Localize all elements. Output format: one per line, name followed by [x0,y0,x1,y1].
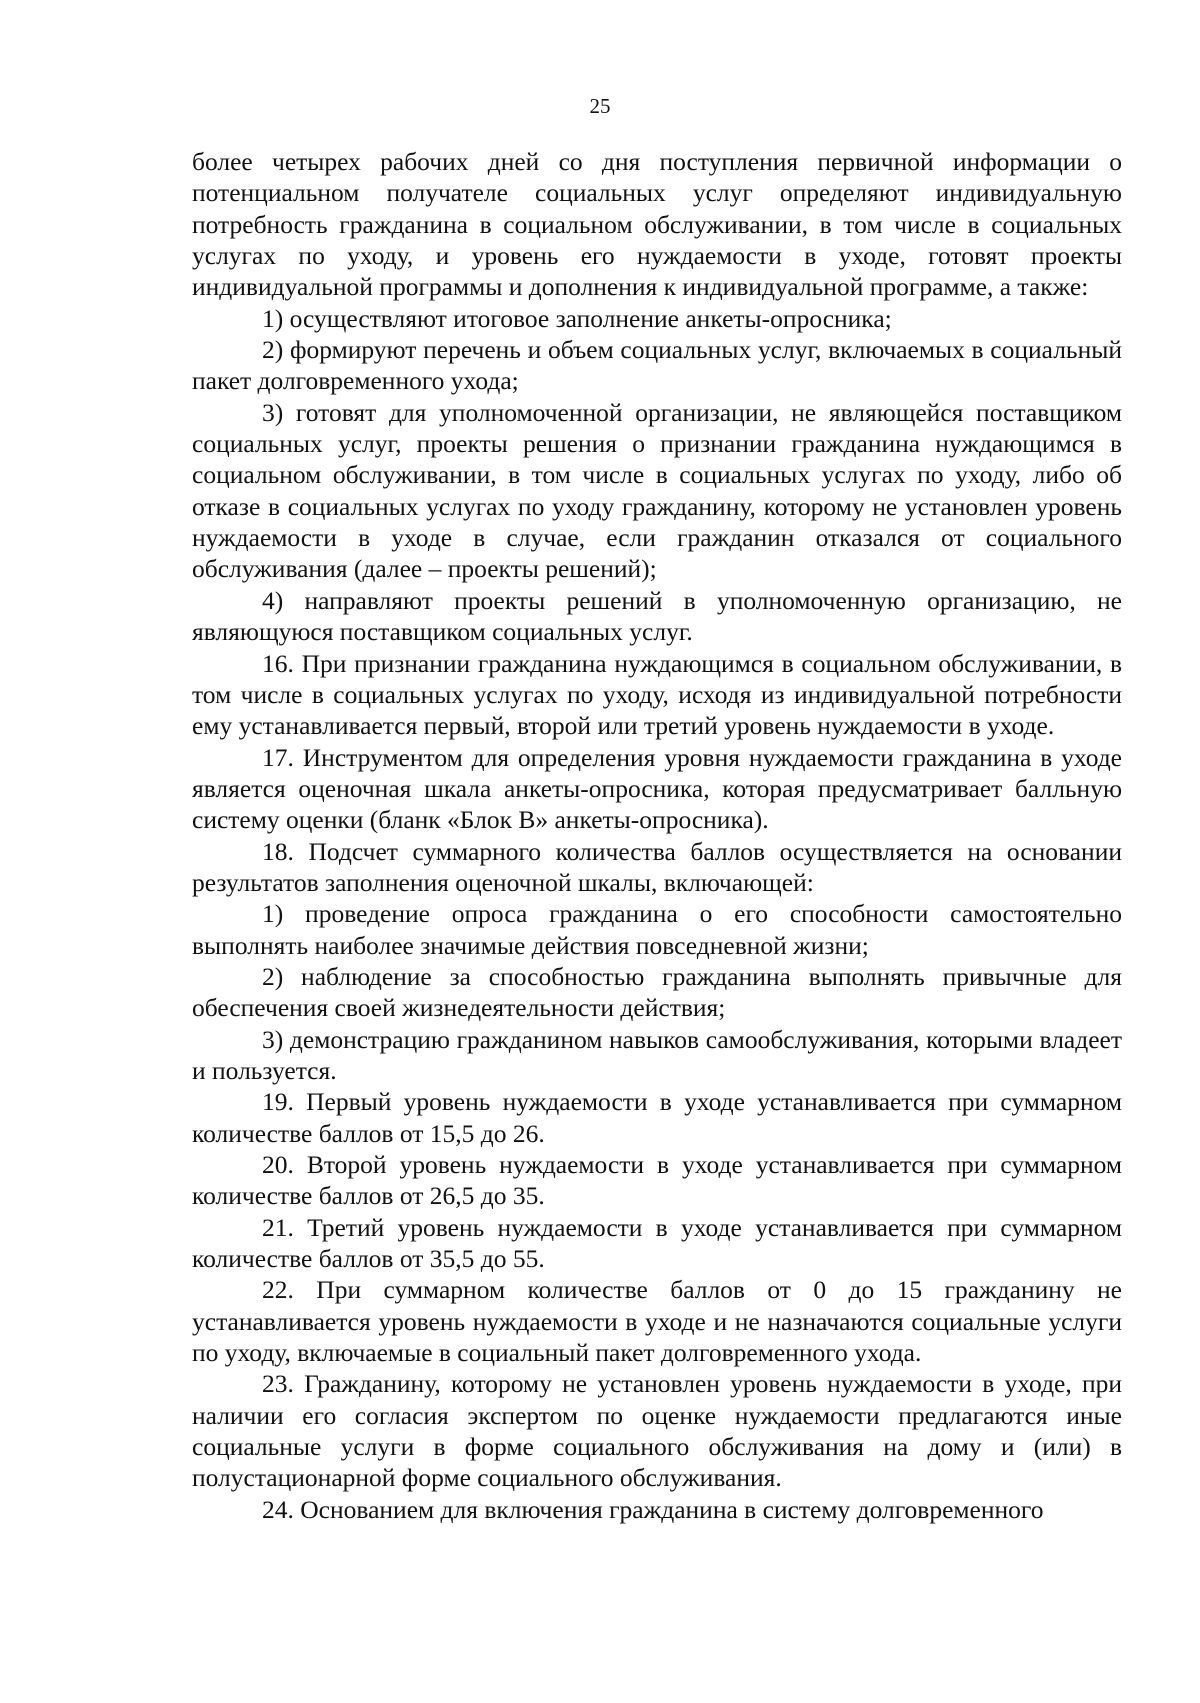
clause-16: 16. При признании гражданина нуждающимся в социальном обслуживании, в том числе в социальных услугах по уходу, исходя из индивидуальной потребности ему устанавливается первый, второй или третий уровень нуждаемости в уходе. [192,648,1122,741]
paragraph-continuation: более четырех рабочих дней со дня поступления первичной информации о потенциальном получателе социальных услуг определяют индивидуальную потребность гражданина в социальном обслуживании, в том числе в социальных услугах по уходу, и уровень его нуждаемости в уходе, готовят проекты индивидуальной программы и дополнения к индивидуальной программе, а также: [192,147,1122,302]
clause-18-item-3: 3) демонстрацию гражданином навыков самообслуживания, которыми владеет и пользуется. [192,1024,1122,1085]
list-item-4: 4) направляют проекты решений в уполномоченную организацию, не являющуюся поставщиком социальных услуг. [192,585,1122,647]
list-item-3: 3) готовят для уполномоченной организации, не являющейся поставщиком социальных услуг, проекты решения о признании гражданина нуждающимся в социальном обслуживании, в том числе в социальных услугах по уходу, либо об отказе в социальных услугах по уходу гражданину, которому не установлен уровень нуждаемости в уходе в случае, если гражданин отказался от социального обслуживания (далее – проекты решений); [192,397,1122,584]
list-item-1: 1) осуществляют итоговое заполнение анкеты-опросника; [262,303,892,333]
list-item-2: 2) формируют перечень и объем социальных услуг, включаемых в социальный пакет долговременного ухода; [192,335,1122,396]
document-body [192,146,1122,1525]
page-number: 25 [589,94,611,118]
clause-18-item-2: 2) наблюдение за способностью гражданина выполнять привычные для обеспечения своей жизнедеятельности действия; [192,961,1122,1023]
clause-19: 19. Первый уровень нуждаемости в уходе устанавливается при суммарном количестве баллов от 15,5 до 26. [192,1087,1122,1148]
clause-17: 17. Инструментом для определения уровня нуждаемости гражданина в уходе является оценочная шкала анкеты-опросника, которая предусматривает балльную систему оценки (бланк «Блок В» анкеты-опросника). [192,742,1122,835]
clause-18-item-1: 1) проведение опроса гражданина о его способности самостоятельно выполнять наиболее значимые действия повседневной жизни; [192,899,1122,960]
clause-23: 23. Гражданину, которому не установлен уровень нуждаемости в уходе, при наличии его согласия экспертом по оценке нуждаемости предлагаются иные социальные услуги в форме социального обслуживания на дому и (или) в полустационарной форме социального обслуживания. [192,1369,1122,1493]
clause-20: 20. Второй уровень нуждаемости в уходе устанавливается при суммарном количестве баллов от 26,5 до 35. [192,1150,1122,1211]
clause-24: 24. Основанием для включения гражданина в систему долговременного [262,1494,1044,1524]
clause-18: 18. Подсчет суммарного количества баллов осуществляется на основании результатов заполнения оценочной шкалы, включающей: [192,836,1122,897]
clause-22: 22. При суммарном количестве баллов от 0 до 15 гражданину не устанавливается уровень нуждаемости в уходе и не назначаются социальные услуги по уходу, включаемые в социальный пакет долговременного ухода. [192,1275,1122,1368]
clause-21: 21. Третий уровень нуждаемости в уходе устанавливается при суммарном количестве баллов от 35,5 до 55. [192,1212,1122,1274]
